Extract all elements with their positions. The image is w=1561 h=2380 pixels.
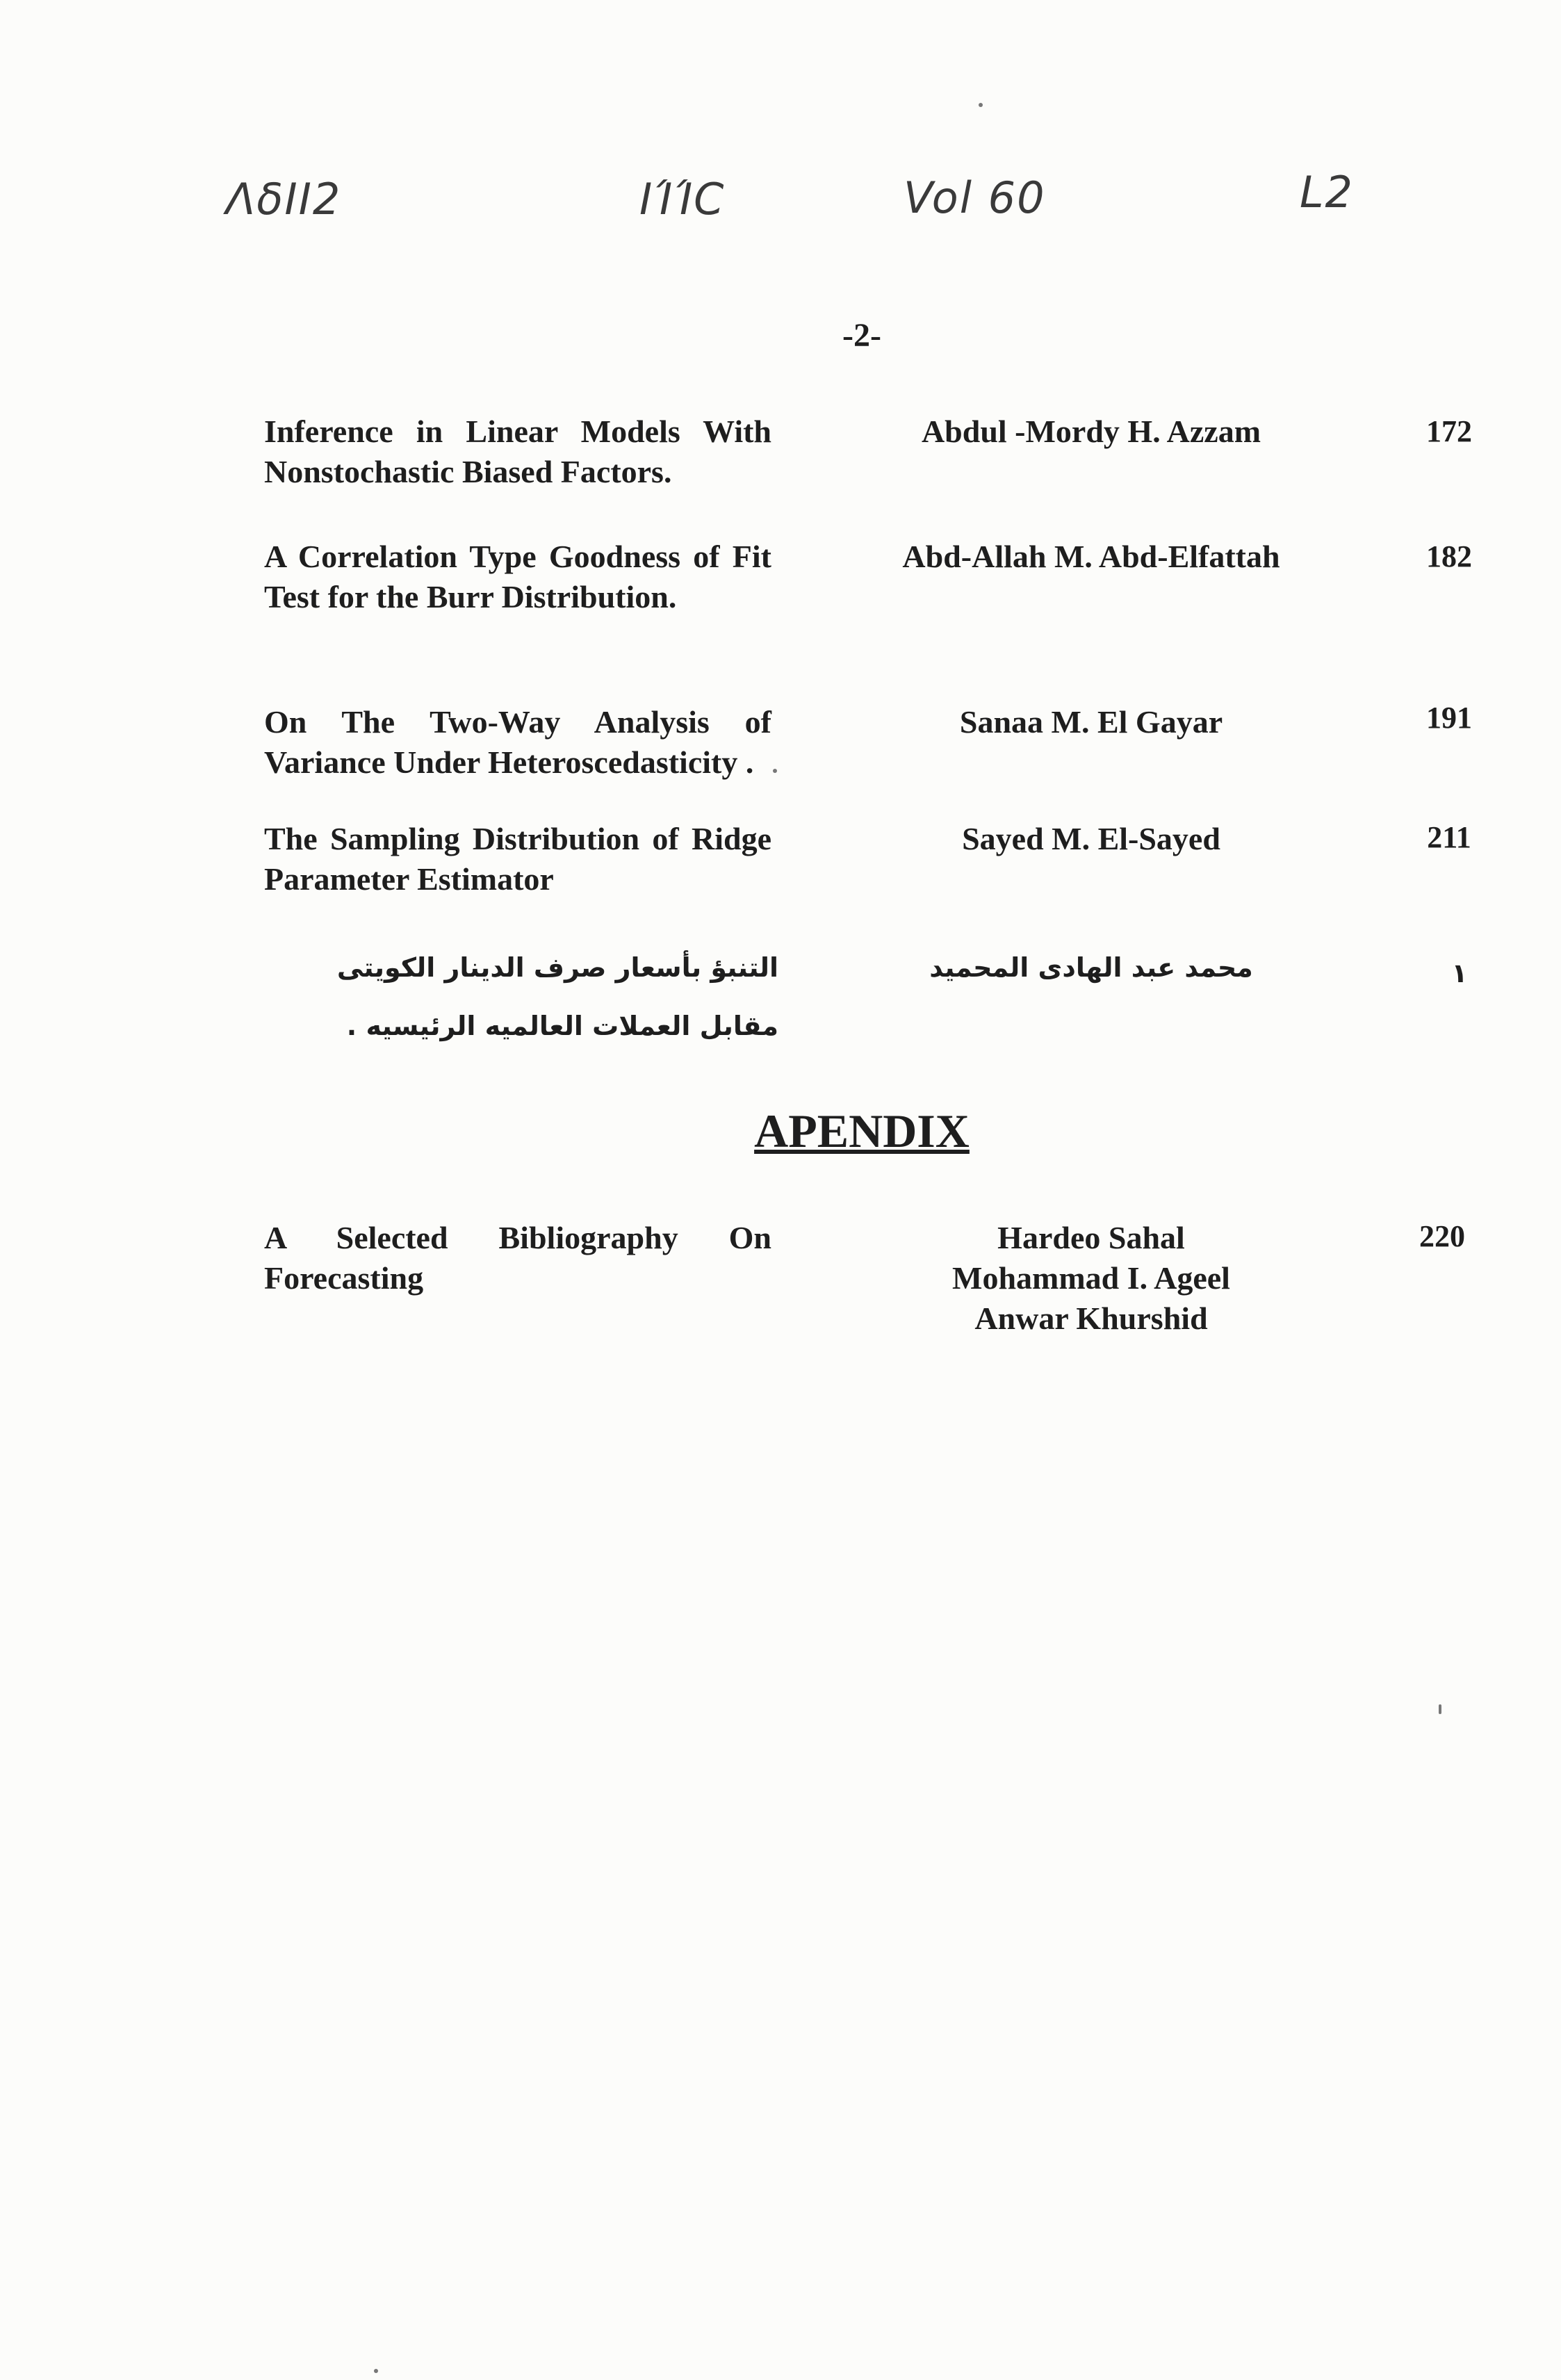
arabic-entry-title: التنبؤ بأسعار صرف الدينار الكويتى مقابل العملات العالميه الرئيسيه . xyxy=(336,952,778,1041)
appendix-author-1: Hardeo Sahal xyxy=(997,1220,1185,1255)
appendix-entry-title: A Selected Bibliography On Forecasting xyxy=(264,1220,771,1296)
entry-page-1: 172 xyxy=(1426,414,1472,448)
appendix-author-3: Anwar Khurshid xyxy=(974,1301,1208,1336)
arabic-entry-author: محمد عبد الهادى المحميد xyxy=(929,952,1253,983)
entry-title-3: On The Two-Way Analysis of Variance Under Heteroscedasticity . xyxy=(264,704,771,780)
appendix-author-2: Mohammad I. Ageel xyxy=(952,1260,1230,1296)
arabic-entry-page: ١ xyxy=(1451,958,1468,988)
entry-page-2: 182 xyxy=(1426,539,1472,573)
handwritten-mark-right: L2 xyxy=(1300,167,1354,218)
entry-author-1: Abdul -Mordy H. Azzam xyxy=(921,414,1261,449)
appendix-entry-page: 220 xyxy=(1419,1219,1465,1253)
handwritten-mark-center-right: Vol 60 xyxy=(904,172,1046,223)
scan-speck xyxy=(979,103,983,107)
entry-title-4: The Sampling Distribution of Ridge Parameter Estimator xyxy=(264,821,771,897)
entry-author-4: Sayed M. El-Sayed xyxy=(962,821,1220,856)
handwritten-mark-center-left: ΙΊΊC xyxy=(639,174,726,225)
scan-speck xyxy=(374,2369,378,2373)
entry-title-1: Inference in Linear Models With Nonstochastic Biased Factors. xyxy=(264,414,771,489)
scan-speck xyxy=(1439,1704,1441,1714)
entry-page-4: 211 xyxy=(1427,820,1471,854)
page-number: -2- xyxy=(842,317,881,354)
scan-speck xyxy=(773,769,777,773)
appendix-heading: APENDIX xyxy=(754,1105,970,1157)
entry-author-2: Abd-Allah M. Abd-Elfattah xyxy=(902,539,1280,574)
entry-author-3: Sanaa M. El Gayar xyxy=(959,704,1223,740)
entry-page-3: 191 xyxy=(1426,701,1472,735)
handwritten-mark-left: ΛδΙΙ2 xyxy=(226,174,342,225)
entry-title-2: A Correlation Type Goodness of Fit Test for the Burr Distribution. xyxy=(264,539,771,614)
